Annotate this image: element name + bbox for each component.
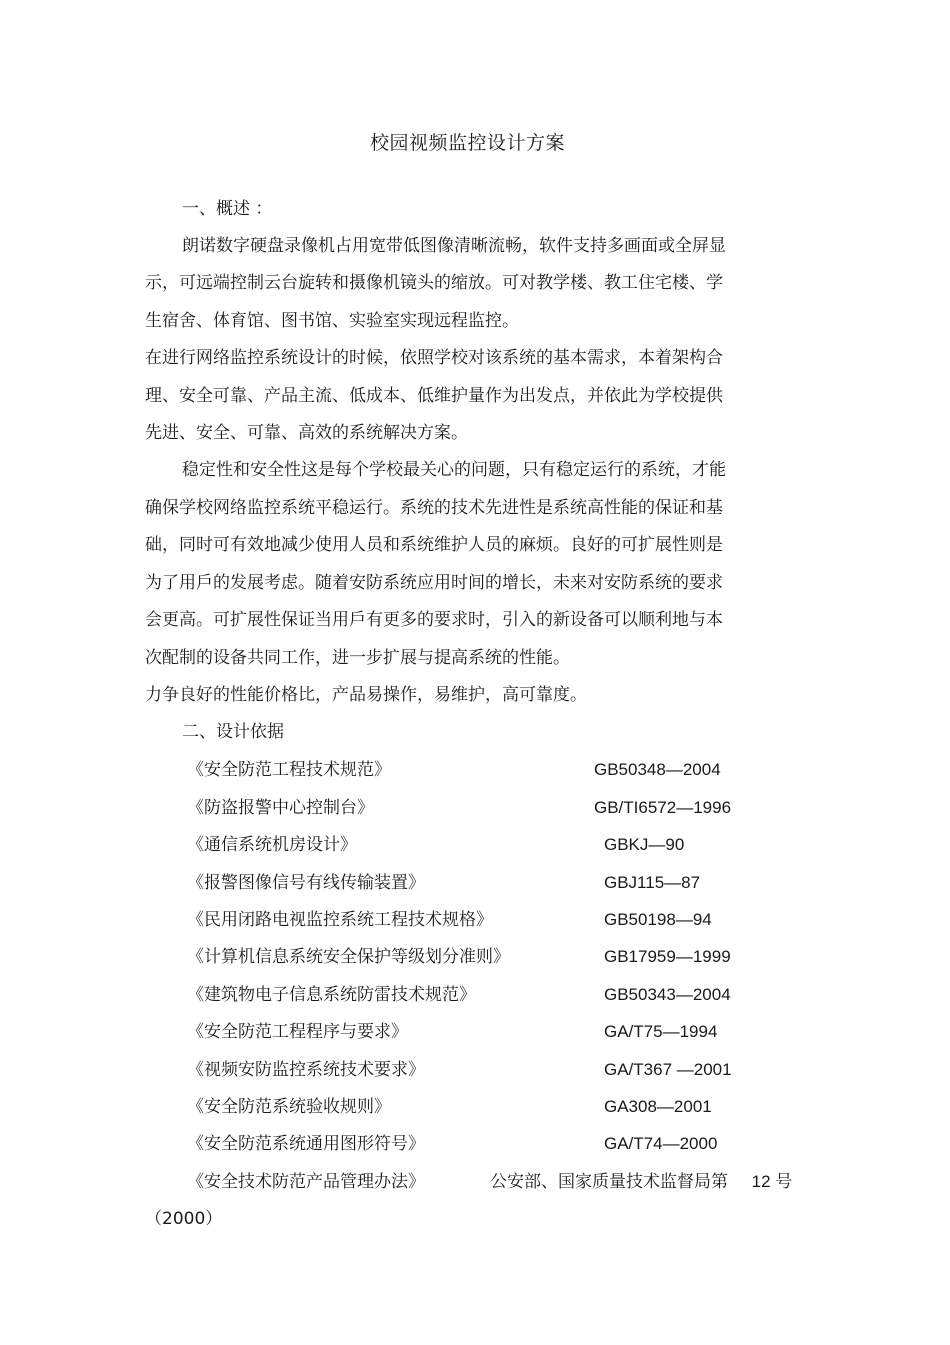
reference-code: GA/T367 —2001 bbox=[604, 1060, 732, 1079]
paragraph-line: 示，可远端控制云台旋转和摄像机镜头的缩放。可对教学楼、教工住宅楼、学 bbox=[145, 273, 723, 293]
reference-code: GB17959—1999 bbox=[604, 947, 731, 966]
paragraph-line: 力争良好的性能价格比，产品易操作，易维护，高可靠度。 bbox=[145, 685, 587, 705]
reference-code: GB/TI6572—1996 bbox=[594, 798, 732, 817]
reference-name: 《报警图像信号有线传输装置》 bbox=[187, 873, 425, 893]
paragraph-line: 次配制的设备共同工作，进一步扩展与提高系统的性能。 bbox=[145, 648, 570, 668]
section2-heading: 二、设计依据 bbox=[182, 722, 284, 742]
paragraph-line: 先进、安全、可靠、高效的系统解决方案。 bbox=[145, 423, 468, 443]
paragraph-line: 为了用戶的发展考虑。随着安防系统应用时间的增长，未来对安防系统的要求 bbox=[145, 573, 723, 593]
reference-code: GB50348—2004 bbox=[594, 760, 721, 779]
paragraph-line: 稳定性和安全性这是每个学校最关心的问题，只有稳定运行的系统，才能 bbox=[182, 460, 726, 480]
paragraph-line: 在进行网络监控系统设计的时候，依照学校对该系统的基本需求，本着架构合 bbox=[145, 348, 723, 368]
reference-name: 《安全防范系统通用图形符号》 bbox=[187, 1134, 425, 1154]
paragraph-line: 生宿舍、体育馆、图书馆、实验室实现远程监控。 bbox=[145, 311, 519, 331]
reference-code: GA/T75—1994 bbox=[604, 1022, 718, 1041]
reference-code: GA308—2001 bbox=[604, 1097, 712, 1116]
reference-code: GBKJ—90 bbox=[604, 835, 685, 854]
reference-name: 《安全技术防范产品管理办法》 bbox=[187, 1172, 425, 1192]
paragraph-line: 会更高。可扩展性保证当用戶有更多的要求时，引入的新设备可以顺利地与本 bbox=[145, 610, 723, 630]
reference-code: GB50343—2004 bbox=[604, 985, 731, 1004]
document-title: 校园视频监控设计方案 bbox=[369, 132, 565, 154]
section1-heading: 一、概述 ： bbox=[182, 199, 273, 219]
paragraph-line: 朗诺数字硬盘录像机占用宽带低图像清晰流畅，软件支持多画面或全屏显 bbox=[182, 236, 726, 256]
paragraph-line: 理、安全可靠、产品主流、低成本、低维护量作为出发点，并依此为学校提供 bbox=[145, 386, 723, 406]
reference-code: 公安部、国家质量技术监督局第 12 号 bbox=[490, 1172, 793, 1191]
paragraph-line: 确保学校网络监控系统平稳运行。系统的技术先进性是系统高性能的保证和基 bbox=[145, 498, 723, 518]
reference-name: 《计算机信息系统安全保护等级划分准则》 bbox=[187, 947, 510, 967]
reference-name: 《安全防范系统验收规则》 bbox=[187, 1097, 391, 1117]
reference-code: GA/T74—2000 bbox=[604, 1134, 718, 1153]
paragraph-line: 础，同时可有效地减少使用人员和系统维护人员的麻烦。良好的可扩展性则是 bbox=[145, 535, 723, 555]
reference-name: 《民用闭路电视监控系统工程技术规格》 bbox=[187, 910, 493, 930]
last-line: （2000） bbox=[145, 1209, 223, 1229]
reference-name: 《安全防范工程技术规范》 bbox=[187, 760, 391, 780]
reference-name: 《视频安防监控系统技术要求》 bbox=[187, 1060, 425, 1080]
reference-code: GBJ115—87 bbox=[604, 873, 701, 892]
reference-name: 《防盗报警中心控制台》 bbox=[187, 798, 374, 818]
reference-name: 《建筑物电子信息系统防雷技术规范》 bbox=[187, 985, 476, 1005]
reference-code: GB50198—94 bbox=[604, 910, 712, 929]
reference-name: 《通信系统机房设计》 bbox=[187, 835, 357, 855]
reference-name: 《安全防范工程程序与要求》 bbox=[187, 1022, 408, 1042]
